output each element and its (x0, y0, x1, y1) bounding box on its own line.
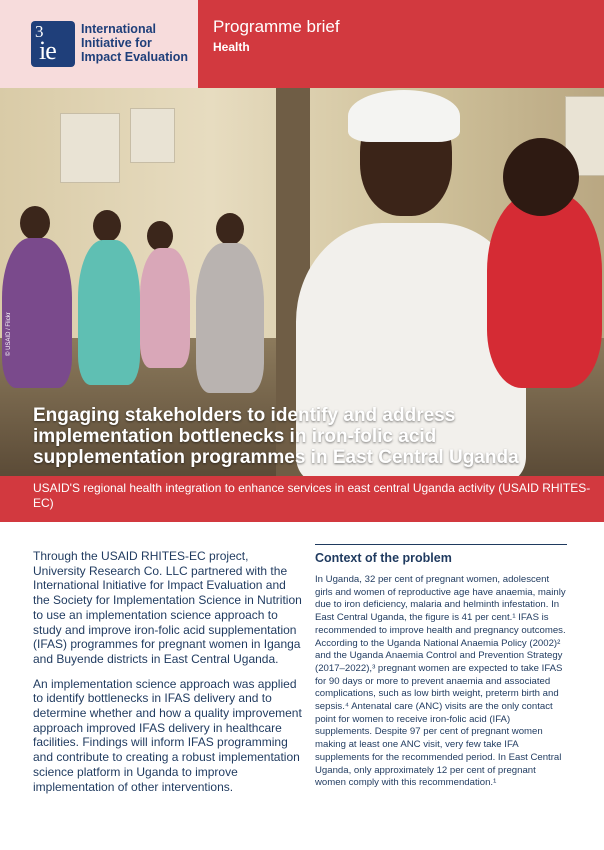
org-name-line: Impact Evaluation (81, 50, 188, 64)
bystander (140, 248, 190, 368)
wall-poster (60, 113, 120, 183)
brief-category: Health (213, 40, 250, 54)
wall-poster (130, 108, 175, 163)
bystander-head (147, 221, 173, 251)
context-column (315, 544, 567, 790)
bystander (196, 243, 264, 393)
photo-credit: © USAID / Flickr (6, 312, 12, 356)
section-heading: Context of the problem (315, 551, 452, 565)
3ie-logo-icon (31, 21, 75, 67)
intro-paragraph: An implementation science approach was applied to identify bottlenecks in IFAS delivery and to determine whether and how a quality improvement approach improved IFAS delivery in healthcare facilities. Findings will inform IFAS programming and contribute to creating a robust implementation science platform in Uganda to improve implementation of other interventions. (33, 676, 302, 794)
brief-title: Programme brief (213, 17, 340, 36)
organization-name (81, 22, 196, 64)
bystander (2, 238, 72, 388)
bystander-head (93, 210, 121, 242)
section-divider (315, 544, 567, 545)
org-name-line: International (81, 22, 157, 36)
intro-column (33, 549, 303, 804)
logo-mark-main: ie (39, 36, 56, 65)
baby-figure (487, 193, 602, 388)
logo-mark-top: 3 (35, 22, 44, 41)
brief-headline (33, 405, 573, 468)
mother-headscarf (348, 90, 460, 142)
activity-subtitle: USAID'S regional health integration to enhance services in east central Uganda activity (USAID RHITES-EC) (33, 481, 591, 510)
bystander-head (216, 213, 244, 245)
context-body: In Uganda, 32 per cent of pregnant women, adolescent girls and women of reproductive age have anaemia, mainly due to iron deficiency, malaria and helminth infestation. In East Central Uganda, the figure is 41 per cent.¹ IFAS is recommended to improve health and pregnancy outcomes. According to the Uganda National Anaemia Policy (2002)² and the Uganda Anaemia Control and Prevention Strategy (2017–2022),³ pregnant women are expected to take IFAS for 90 days or more to prevent anaemia and associated complications, such as low birth weight, preterm birth and sepsis.⁴ Antenatal care (ANC) visits are the only contact point for women to receive iron-folic acid (IFA) supplements. Despite 97 per cent of pregnant women making at least one ANC visit, very few take IFA supplements for the recommended period. In East Central Uganda, only approximately 12 per cent of pregnant women comply with this recommendation.¹ (315, 574, 566, 789)
bystander-head (20, 206, 50, 240)
headline-line: supplementation programmes in East Central Uganda (33, 447, 519, 468)
baby-head (503, 138, 579, 216)
intro-paragraph: Through the USAID RHITES-EC project, University Research Co. LLC partnered with the International Initiative for Impact Evaluation and the Society for Implementation Science in Nutrition to use an implementation science approach to study and improve iron-folic acid supplementation (IFAS) programmes for pregnant women in Iganga and Buyende districts in East Central Uganda. (33, 549, 302, 666)
headline-line: implementation bottlenecks in iron-folic acid (33, 426, 437, 447)
header-title-panel (198, 0, 604, 88)
bystander (78, 240, 140, 385)
headline-line: Engaging stakeholders to identify and address (33, 405, 456, 426)
org-name-line: Initiative for (81, 36, 152, 50)
